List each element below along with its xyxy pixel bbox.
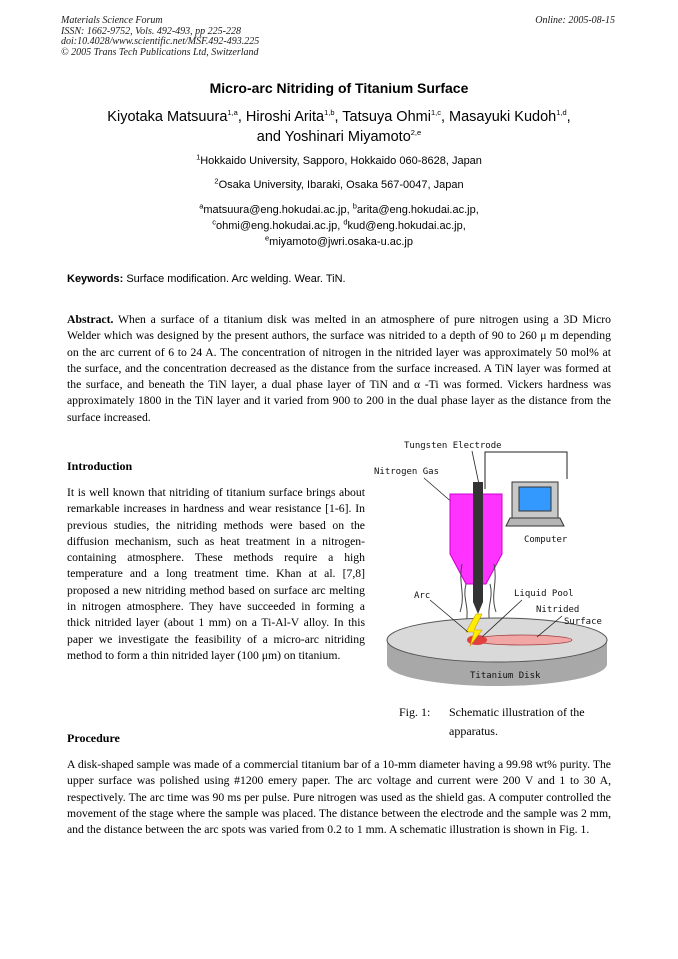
section-heading-procedure: Procedure — [67, 731, 120, 745]
label-nitrided: Nitrided — [536, 605, 580, 615]
separator: , — [440, 109, 450, 125]
caption-text: Schematic illustration of the apparatus. — [449, 705, 585, 738]
issn-line: ISSN: 1662-9752, Vols. 492-493, pp 225-228 — [61, 25, 241, 37]
label-titanium-disk: Titanium Disk — [470, 671, 541, 681]
apparatus-figure — [362, 434, 612, 696]
journal-header — [61, 16, 259, 58]
label-arc: Arc — [414, 591, 431, 601]
separator: , — [334, 109, 343, 125]
author-sup: 1,d — [556, 108, 567, 118]
author-sup: 1,a — [227, 108, 238, 118]
abstract — [67, 312, 611, 426]
author-sup: 1,b — [324, 108, 335, 118]
author-name: Hiroshi Arita — [245, 109, 325, 125]
tungsten-electrode — [473, 482, 483, 602]
electrode-tip — [473, 602, 483, 614]
computer-keyboard — [506, 518, 564, 526]
separator: , — [237, 109, 246, 125]
author-sup: 2,e — [410, 128, 422, 138]
affiliation-text: Osaka University, Ibaraki, Osaka 567-0047, Japan — [218, 179, 464, 191]
email-sup: b — [352, 201, 357, 211]
email-list: $^a$matsuura@eng.hokudai.ac.jp, $^b$arita@eng.hokudai.ac.jp, $^c$ohmi@eng.hokudai.ac.jp, $^d$kud@eng.hokudai.ac.jp, $^e$miyamoto@jwri.osaka-u.ac.jp — [199, 201, 479, 248]
keywords — [67, 273, 346, 285]
separator: , — [566, 109, 571, 125]
author-list — [0, 107, 678, 147]
affiliation — [0, 153, 678, 169]
author-sup: 1,c — [430, 108, 441, 118]
keywords-label: Keywords: — [67, 273, 124, 285]
introduction-text: It is well known that nitriding of titanium surface brings about remarkable increases in hardness and wear resistance [1-6]. In previous studies, the nitriding methods were based on the diffusion mechanism, such as heat treatment in a nitrogen-containing atmosphere. These methods require a high temperature and a long treatment time. Khan at al. [7,8] proposed a new nitriding method based on surface arc melting in nitrogen atmosphere. They have succeeded in forming a thick nitrided layer (about 1 mm) on a Ti-Al-V alloy. In this paper we investigate the feasibility of a micro-arc nitriding method to form a thin nitrided layer (100 μm) on titanium. — [67, 486, 365, 662]
email-sup: a — [199, 201, 204, 211]
abstract-label: Abstract. — [67, 313, 114, 326]
caption-label: Fig. 1: — [399, 705, 431, 719]
copyright-line: © 2005 Trans Tech Publications Ltd, Switzerland — [61, 46, 259, 58]
label-liquid-pool: Liquid Pool — [514, 589, 574, 599]
author-name: Yoshinari Miyamoto — [284, 129, 411, 145]
paper-title: Micro-arc Nitriding of Titanium Surface — [209, 80, 469, 96]
affiliation-sup: 2 — [214, 176, 219, 186]
online-date: Online: 2005-08-15 — [535, 15, 615, 26]
affiliation — [0, 177, 678, 193]
author-name: Kiyotaka Matsuura — [107, 109, 228, 125]
label-nitrogen-gas: Nitrogen Gas — [374, 467, 440, 477]
author-name: Tatsuya Ohmi — [342, 109, 431, 125]
label-tungsten-electrode: Tungsten Electrode — [404, 441, 502, 451]
journal-name: Materials Science Forum — [61, 15, 163, 26]
email[interactable]: matsuura@eng.hokudai.ac.jp — [203, 204, 347, 216]
affiliation-text: Hokkaido University, Sapporo, Hokkaido 060-8628, Japan — [200, 155, 482, 167]
keywords-text: Surface modification. Arc welding. Wear. TiN. — [126, 273, 346, 285]
procedure-text: A disk-shaped sample was made of a commercial titanium bar of a 10-mm diameter having a 99.98 wt% purity. The upper surface was polished using #1200 emery paper. The arc voltage and current were 200 V and 1 to 30 A, respectively. The arc time was 90 ms per pulse. Pure nitrogen was used as the shield gas. A computer controlled the movement of the stage where the sample was placed. The distance between the electrode and the sample was 2 mm, and the distance between the arc spots was varied from 0.2 to 1 mm. A schematic illustration is shown in Fig. 1. — [67, 758, 611, 837]
doi-line: doi:10.4028/www.scientific.net/MSF.492-493.225 — [61, 36, 260, 48]
email[interactable]: kud@eng.hokudai.ac.jp — [347, 220, 463, 232]
author-and: and — [256, 129, 285, 145]
email[interactable]: arita@eng.hokudai.ac.jp — [356, 204, 476, 216]
email[interactable]: miyamoto@jwri.osaka-u.ac.jp — [269, 236, 413, 248]
section-heading-introduction: Introduction — [67, 459, 133, 473]
email-sup: c — [212, 217, 216, 227]
email[interactable]: ohmi@eng.hokudai.ac.jp — [216, 220, 338, 232]
email-sup: e — [265, 233, 270, 243]
affiliation-sup: 1 — [196, 152, 201, 162]
email-sup: d — [343, 217, 348, 227]
computer-screen — [519, 487, 551, 511]
label-computer: Computer — [524, 535, 568, 545]
figure-caption — [399, 703, 609, 741]
label-surface: Surface — [564, 617, 602, 627]
abstract-text: When a surface of a titanium disk was melted in an atmosphere of pure nitrogen using a 3D Micro Welder which was designed by the present authors, the surface was nitrided to a depth of 90 to 260 μ m depending on the arc current of 6 to 24 A. The concentration of nitrogen in the nitrided layer was approximately 50 mol% at the surface, and the concentration decreased as the distance from the surface increased. A TiN layer was formed at the surface, and beneath the TiN layer, a dual phase layer of TiN and α -Ti was formed. Vickers hardness was approximately 1800 in the TiN layer and it varied from 900 to 200 in the dual phase layer as the distance from the surface increased. — [67, 313, 611, 424]
author-name: Masayuki Kudoh — [449, 109, 557, 125]
